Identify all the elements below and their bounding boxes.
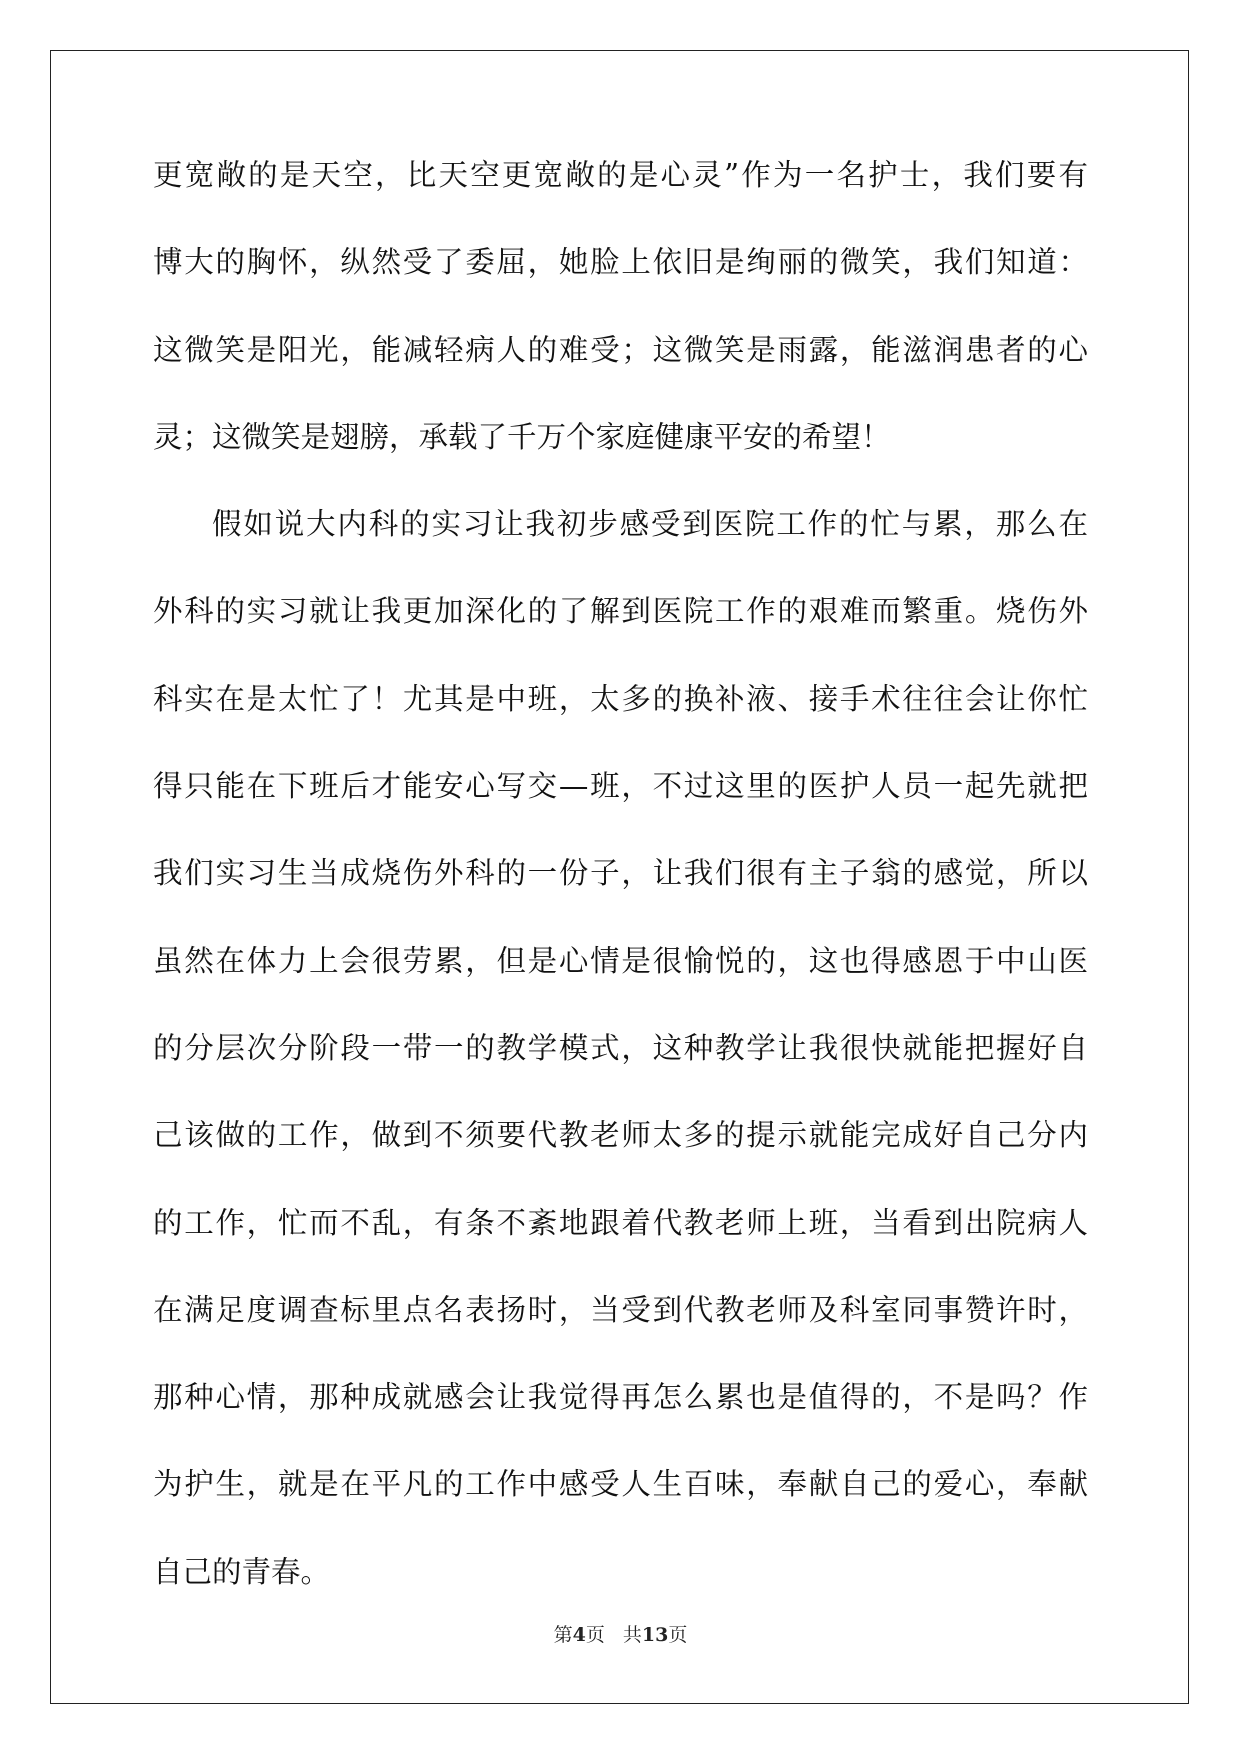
paragraph-1-line-1: 更宽敞的是天空，比天空更宽敞的是心灵”作为一名护士，我们要有: [153, 158, 1088, 192]
total-pages: 13: [641, 1624, 669, 1646]
paragraph-2-line-7: 的分层次分阶段一带一的教学模式，这种教学让我很快就能把握好自: [153, 1030, 1088, 1065]
paragraph-1-line-4: 灵；这微笑是翅膀，承载了千万个家庭健康平安的希望！: [153, 419, 891, 454]
paragraph-2-line-5: 我们实习生当成烧伤外科的一份子，让我们很有主子翁的感觉，所以: [153, 856, 1088, 891]
paragraph-2-line-12: 为护生，就是在平凡的工作中感受人生百味，奉献自己的爱心，奉献: [153, 1467, 1088, 1502]
paragraph-2-line-3: 科实在是太忙了！尤其是中班，太多的换补液、接手术往往会让你忙: [153, 681, 1088, 716]
paragraph-2-line-13: 自己的青春。: [153, 1554, 331, 1589]
paragraph-2: [153, 509, 1088, 1587]
paragraph-2-line-9: 的工作，忙而不乱，有条不紊地跟着代教老师上班，当看到出院病人: [153, 1205, 1088, 1240]
paragraph-1-line-3: 这微笑是阳光，能减轻病人的难受；这微笑是雨露，能滋润患者的心: [153, 332, 1088, 367]
paragraph-2-line-1: 假如说大内科的实习让我初步感受到医院工作的忙与累，那么在: [212, 507, 1088, 542]
paragraph-1: [153, 160, 1088, 452]
paragraph-2-line-6: 虽然在体力上会很劳累，但是心情是很愉悦的，这也得感恩于中山医: [153, 943, 1088, 978]
page-suffix: 页: [585, 1624, 605, 1646]
paragraph-2-line-2: 外科的实习就让我更加深化的了解到医院工作的艰难而繁重。烧伤外: [153, 594, 1088, 629]
total-suffix: 页: [668, 1624, 688, 1646]
page-footer: [0, 1624, 1241, 1646]
paragraph-2-line-4: 得只能在下班后才能安心写交—班，不过这里的医护人员一起先就把: [153, 769, 1088, 804]
paragraph-2-line-11: 那种心情，那种成就感会让我觉得再怎么累也是值得的，不是吗？作: [153, 1380, 1088, 1415]
page-number: 4: [572, 1624, 586, 1646]
paragraph-1-line-2: 博大的胸怀，纵然受了委屈，她脸上依旧是绚丽的微笑，我们知道：: [153, 245, 1088, 280]
paragraph-2-line-10: 在满足度调查标里点名表扬时，当受到代教老师及科室同事赞许时，: [153, 1292, 1088, 1327]
paragraph-2-line-8: 己该做的工作，做到不须要代教老师太多的提示就能完成好自己分内: [153, 1118, 1088, 1153]
document-body: [153, 160, 1088, 1644]
page-prefix: 第: [553, 1624, 573, 1646]
total-prefix: 共: [622, 1624, 642, 1646]
